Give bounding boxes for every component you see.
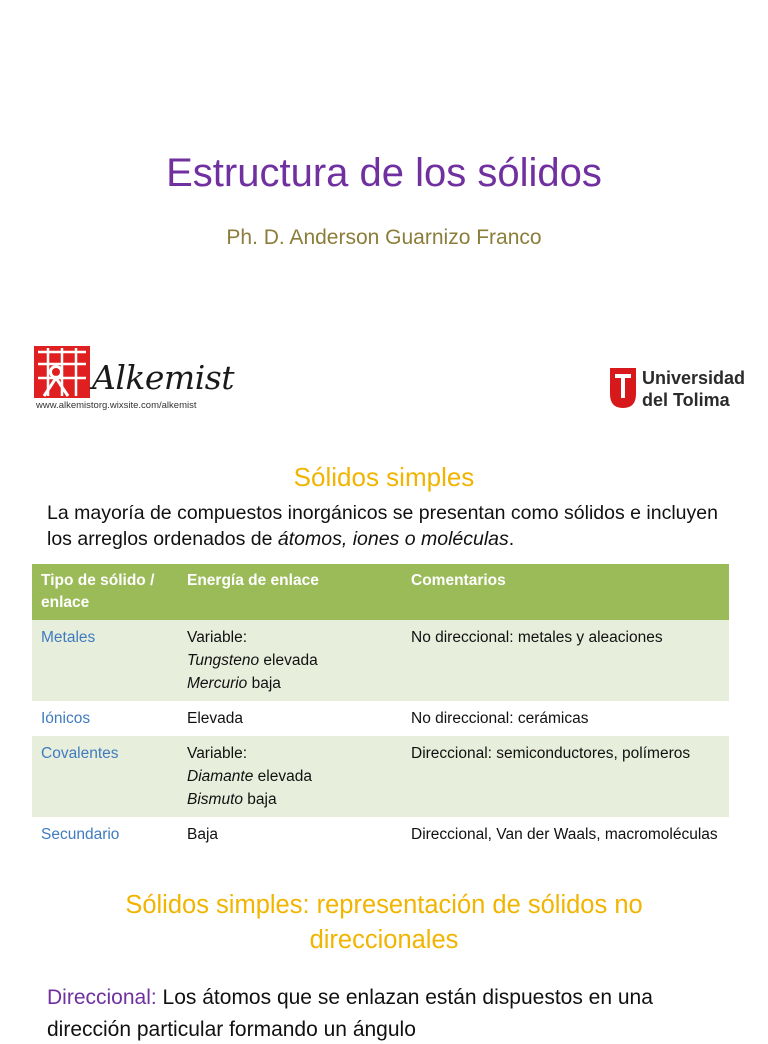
- energy-item-level: baja: [247, 675, 281, 692]
- definition-text: Los átomos que se enlazan están dispuestos en una: [156, 986, 653, 1009]
- cell-type: Iónicos: [32, 701, 178, 736]
- section-heading-simple-solids: Sólidos simples: [293, 462, 475, 492]
- definition-paragraph: [47, 984, 747, 1012]
- universidad-shield-icon: [610, 368, 636, 408]
- cell-type: Covalentes: [32, 736, 178, 817]
- cell-energy: [178, 736, 402, 817]
- definition-term: Direccional:: [47, 986, 157, 1009]
- cell-energy: Elevada: [178, 701, 402, 736]
- cell-type: Metales: [32, 620, 178, 701]
- definition-paragraph-line2: dirección particular formando un ángulo: [47, 1018, 416, 1041]
- energy-item-level: baja: [243, 791, 277, 808]
- table-row: [32, 701, 729, 736]
- alkemist-mark-icon: [34, 344, 92, 400]
- column-header-type: Tipo de sólido / enlace: [32, 564, 178, 620]
- section-heading-non-directional: Sólidos simples: representación de sólidos no direccionales: [125, 891, 643, 954]
- energy-item: [187, 788, 393, 811]
- cell-energy: Baja: [178, 817, 402, 852]
- column-header-energy: Energía de enlace: [178, 564, 402, 620]
- energy-item: [187, 765, 393, 788]
- energy-item-name: Mercurio: [187, 675, 248, 692]
- energy-item: [187, 649, 393, 672]
- universidad-name-line1: Universidad: [642, 368, 746, 388]
- energy-item-level: elevada: [253, 768, 312, 785]
- solids-table: [32, 564, 729, 852]
- energy-label: Variable:: [187, 629, 248, 646]
- table-header-row: [32, 564, 729, 620]
- cell-comment: No direccional: metales y aleaciones: [402, 620, 729, 701]
- energy-item-level: elevada: [259, 652, 318, 669]
- cell-comment: Direccional: semiconductores, polímeros: [402, 736, 729, 817]
- cell-comment: Direccional, Van der Waals, macromoléculas: [402, 817, 729, 852]
- energy-item-name: Bismuto: [187, 791, 243, 808]
- universidad-logo: [610, 366, 760, 412]
- energy-item-name: Tungsteno: [187, 652, 260, 669]
- table-row: [32, 817, 729, 852]
- column-header-comments: Comentarios: [402, 564, 729, 620]
- page-title: Estructura de los sólidos: [166, 151, 602, 195]
- intro-text: La mayoría de compuestos inorgánicos se presentan como sólidos e incluyen los arreglos ordenados de: [47, 502, 718, 550]
- alkemist-logo: [34, 344, 234, 414]
- energy-item-name: Diamante: [187, 768, 254, 785]
- author-subtitle: Ph. D. Anderson Guarnizo Franco: [226, 226, 542, 249]
- intro-italic-text: átomos, iones o moléculas: [277, 528, 509, 550]
- table-row: [32, 736, 729, 817]
- cell-type: Secundario: [32, 817, 178, 852]
- intro-end: .: [508, 528, 515, 550]
- cell-energy: [178, 620, 402, 701]
- energy-label: Variable:: [187, 745, 248, 762]
- energy-item: [187, 672, 393, 695]
- alkemist-wordmark: Alkemist: [92, 358, 234, 397]
- intro-paragraph: [47, 500, 737, 552]
- alkemist-url[interactable]: www.alkemistorg.wixsite.com/alkemist: [36, 400, 197, 411]
- cell-comment: No direccional: cerámicas: [402, 701, 729, 736]
- universidad-name-line2: del Tolima: [642, 390, 730, 410]
- table-row: [32, 620, 729, 701]
